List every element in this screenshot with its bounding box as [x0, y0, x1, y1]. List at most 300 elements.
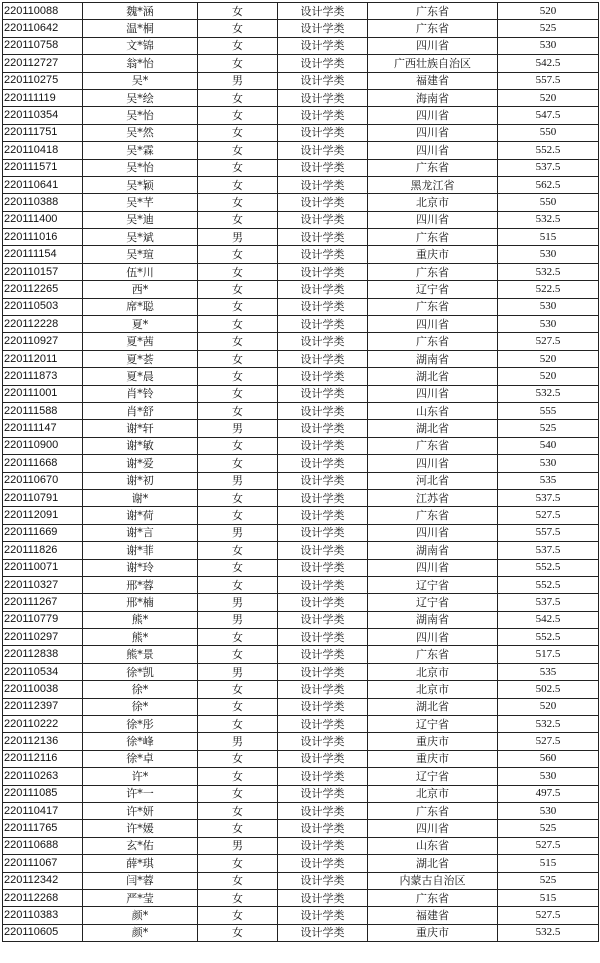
student-name-cell: 谢*菲	[83, 542, 198, 559]
student-id-cell: 220111765	[3, 820, 83, 837]
gender-cell: 女	[198, 333, 278, 350]
gender-cell: 女	[198, 298, 278, 315]
table-row	[3, 716, 599, 733]
student-id-cell: 220111085	[3, 785, 83, 802]
student-name-cell: 徐*	[83, 698, 198, 715]
student-id-cell: 220111588	[3, 402, 83, 419]
major-cell: 设计学类	[278, 37, 368, 54]
gender-cell: 女	[198, 107, 278, 124]
major-cell: 设计学类	[278, 55, 368, 72]
major-cell: 设计学类	[278, 420, 368, 437]
score-cell: 525	[498, 420, 599, 437]
major-cell: 设计学类	[278, 820, 368, 837]
table-row	[3, 89, 599, 106]
student-name-cell: 许*妍	[83, 802, 198, 819]
table-row	[3, 524, 599, 541]
table-row	[3, 107, 599, 124]
student-id-cell: 220110779	[3, 611, 83, 628]
score-cell: 542.5	[498, 55, 599, 72]
student-id-cell: 220110383	[3, 907, 83, 924]
student-id-cell: 220111873	[3, 368, 83, 385]
table-row	[3, 768, 599, 785]
score-cell: 552.5	[498, 576, 599, 593]
province-cell: 广东省	[368, 333, 498, 350]
table-row	[3, 889, 599, 906]
major-cell: 设计学类	[278, 663, 368, 680]
province-cell: 广东省	[368, 298, 498, 315]
province-cell: 重庆市	[368, 733, 498, 750]
gender-cell: 女	[198, 559, 278, 576]
major-cell: 设计学类	[278, 89, 368, 106]
major-cell: 设计学类	[278, 837, 368, 854]
gender-cell: 女	[198, 37, 278, 54]
major-cell: 设计学类	[278, 3, 368, 20]
gender-cell: 女	[198, 507, 278, 524]
gender-cell: 女	[198, 55, 278, 72]
gender-cell: 男	[198, 733, 278, 750]
major-cell: 设计学类	[278, 576, 368, 593]
score-cell: 502.5	[498, 681, 599, 698]
score-cell: 515	[498, 229, 599, 246]
table-row	[3, 176, 599, 193]
admission-list-table	[2, 2, 599, 942]
major-cell: 设计学类	[278, 298, 368, 315]
table-row	[3, 542, 599, 559]
table-row	[3, 489, 599, 506]
province-cell: 四川省	[368, 524, 498, 541]
score-cell: 515	[498, 855, 599, 872]
student-name-cell: 吴*怡	[83, 159, 198, 176]
student-name-cell: 熊*景	[83, 646, 198, 663]
gender-cell: 女	[198, 176, 278, 193]
major-cell: 设计学类	[278, 107, 368, 124]
major-cell: 设计学类	[278, 489, 368, 506]
gender-cell: 女	[198, 820, 278, 837]
score-cell: 557.5	[498, 72, 599, 89]
major-cell: 设计学类	[278, 646, 368, 663]
gender-cell: 男	[198, 229, 278, 246]
major-cell: 设计学类	[278, 263, 368, 280]
student-id-cell: 220112091	[3, 507, 83, 524]
score-cell: 527.5	[498, 837, 599, 854]
province-cell: 山东省	[368, 837, 498, 854]
student-id-cell: 220112116	[3, 750, 83, 767]
student-id-cell: 220110418	[3, 142, 83, 159]
score-cell: 530	[498, 37, 599, 54]
student-id-cell: 220111826	[3, 542, 83, 559]
province-cell: 广东省	[368, 889, 498, 906]
score-cell: 540	[498, 437, 599, 454]
student-name-cell: 吴*迪	[83, 211, 198, 228]
table-row	[3, 20, 599, 37]
student-id-cell: 220110088	[3, 3, 83, 20]
province-cell: 四川省	[368, 107, 498, 124]
table-row	[3, 785, 599, 802]
gender-cell: 男	[198, 420, 278, 437]
student-id-cell: 220110927	[3, 333, 83, 350]
table-row	[3, 194, 599, 211]
province-cell: 辽宁省	[368, 768, 498, 785]
province-cell: 四川省	[368, 142, 498, 159]
student-name-cell: 伍*川	[83, 263, 198, 280]
gender-cell: 女	[198, 785, 278, 802]
province-cell: 广西壮族自治区	[368, 55, 498, 72]
score-cell: 530	[498, 298, 599, 315]
table-row	[3, 3, 599, 20]
gender-cell: 女	[198, 281, 278, 298]
major-cell: 设计学类	[278, 350, 368, 367]
major-cell: 设计学类	[278, 802, 368, 819]
gender-cell: 女	[198, 3, 278, 20]
student-name-cell: 徐*卓	[83, 750, 198, 767]
score-cell: 560	[498, 750, 599, 767]
student-id-cell: 220111001	[3, 385, 83, 402]
province-cell: 山东省	[368, 402, 498, 419]
score-cell: 550	[498, 194, 599, 211]
province-cell: 辽宁省	[368, 576, 498, 593]
major-cell: 设计学类	[278, 176, 368, 193]
table-row	[3, 316, 599, 333]
student-name-cell: 徐*彤	[83, 716, 198, 733]
student-name-cell: 谢*	[83, 489, 198, 506]
score-cell: 517.5	[498, 646, 599, 663]
table-row	[3, 281, 599, 298]
student-id-cell: 220110642	[3, 20, 83, 37]
table-row	[3, 629, 599, 646]
major-cell: 设计学类	[278, 872, 368, 889]
score-cell: 525	[498, 20, 599, 37]
major-cell: 设计学类	[278, 142, 368, 159]
province-cell: 湖北省	[368, 368, 498, 385]
gender-cell: 女	[198, 385, 278, 402]
student-name-cell: 吴*绘	[83, 89, 198, 106]
table-row	[3, 37, 599, 54]
major-cell: 设计学类	[278, 472, 368, 489]
gender-cell: 女	[198, 89, 278, 106]
score-cell: 542.5	[498, 611, 599, 628]
student-id-cell: 220110327	[3, 576, 83, 593]
score-cell: 530	[498, 455, 599, 472]
gender-cell: 男	[198, 72, 278, 89]
score-cell: 530	[498, 246, 599, 263]
student-id-cell: 220111571	[3, 159, 83, 176]
major-cell: 设计学类	[278, 124, 368, 141]
score-cell: 515	[498, 889, 599, 906]
province-cell: 广东省	[368, 437, 498, 454]
province-cell: 黑龙江省	[368, 176, 498, 193]
table-row	[3, 750, 599, 767]
student-name-cell: 肖*铃	[83, 385, 198, 402]
gender-cell: 女	[198, 437, 278, 454]
gender-cell: 女	[198, 246, 278, 263]
score-cell: 535	[498, 663, 599, 680]
student-id-cell: 220112268	[3, 889, 83, 906]
major-cell: 设计学类	[278, 211, 368, 228]
table-row	[3, 437, 599, 454]
student-id-cell: 220112838	[3, 646, 83, 663]
student-name-cell: 邢*蓉	[83, 576, 198, 593]
student-name-cell: 熊*	[83, 611, 198, 628]
gender-cell: 男	[198, 663, 278, 680]
table-row	[3, 472, 599, 489]
score-cell: 537.5	[498, 159, 599, 176]
student-name-cell: 谢*爱	[83, 455, 198, 472]
score-cell: 532.5	[498, 385, 599, 402]
score-cell: 520	[498, 698, 599, 715]
province-cell: 湖南省	[368, 350, 498, 367]
student-name-cell: 吴*然	[83, 124, 198, 141]
score-cell: 547.5	[498, 107, 599, 124]
score-cell: 527.5	[498, 507, 599, 524]
student-id-cell: 220111119	[3, 89, 83, 106]
gender-cell: 女	[198, 750, 278, 767]
student-name-cell: 许*媛	[83, 820, 198, 837]
student-id-cell: 220112011	[3, 350, 83, 367]
gender-cell: 男	[198, 594, 278, 611]
province-cell: 江苏省	[368, 489, 498, 506]
student-name-cell: 吴*	[83, 72, 198, 89]
province-cell: 福建省	[368, 907, 498, 924]
province-cell: 四川省	[368, 559, 498, 576]
student-id-cell: 220110275	[3, 72, 83, 89]
gender-cell: 男	[198, 611, 278, 628]
major-cell: 设计学类	[278, 159, 368, 176]
major-cell: 设计学类	[278, 559, 368, 576]
student-name-cell: 夏*荟	[83, 350, 198, 367]
province-cell: 湖北省	[368, 855, 498, 872]
student-id-cell: 220110641	[3, 176, 83, 193]
major-cell: 设计学类	[278, 855, 368, 872]
gender-cell: 女	[198, 802, 278, 819]
province-cell: 辽宁省	[368, 594, 498, 611]
province-cell: 湖南省	[368, 542, 498, 559]
province-cell: 四川省	[368, 211, 498, 228]
province-cell: 广东省	[368, 646, 498, 663]
student-id-cell: 220112265	[3, 281, 83, 298]
gender-cell: 女	[198, 629, 278, 646]
major-cell: 设计学类	[278, 402, 368, 419]
student-name-cell: 许*	[83, 768, 198, 785]
table-row	[3, 594, 599, 611]
student-name-cell: 吴*怡	[83, 107, 198, 124]
province-cell: 北京市	[368, 785, 498, 802]
province-cell: 北京市	[368, 194, 498, 211]
major-cell: 设计学类	[278, 698, 368, 715]
gender-cell: 女	[198, 681, 278, 698]
gender-cell: 女	[198, 124, 278, 141]
gender-cell: 女	[198, 142, 278, 159]
student-name-cell: 谢*玲	[83, 559, 198, 576]
major-cell: 设计学类	[278, 246, 368, 263]
score-cell: 520	[498, 350, 599, 367]
gender-cell: 女	[198, 350, 278, 367]
major-cell: 设计学类	[278, 924, 368, 941]
student-name-cell: 闫*蓉	[83, 872, 198, 889]
table-row	[3, 872, 599, 889]
province-cell: 四川省	[368, 455, 498, 472]
gender-cell: 女	[198, 455, 278, 472]
major-cell: 设计学类	[278, 594, 368, 611]
table-row	[3, 646, 599, 663]
student-id-cell: 220110605	[3, 924, 83, 941]
major-cell: 设计学类	[278, 229, 368, 246]
student-id-cell: 220110263	[3, 768, 83, 785]
score-cell: 557.5	[498, 524, 599, 541]
major-cell: 设计学类	[278, 768, 368, 785]
score-cell: 522.5	[498, 281, 599, 298]
student-id-cell: 220111267	[3, 594, 83, 611]
major-cell: 设计学类	[278, 611, 368, 628]
province-cell: 福建省	[368, 72, 498, 89]
gender-cell: 女	[198, 924, 278, 941]
major-cell: 设计学类	[278, 889, 368, 906]
score-cell: 535	[498, 472, 599, 489]
table-body	[3, 3, 599, 942]
student-name-cell: 肖*舒	[83, 402, 198, 419]
student-name-cell: 夏*茜	[83, 333, 198, 350]
province-cell: 湖北省	[368, 698, 498, 715]
table-row	[3, 455, 599, 472]
student-name-cell: 夏*晨	[83, 368, 198, 385]
table-row	[3, 263, 599, 280]
student-name-cell: 席*聪	[83, 298, 198, 315]
province-cell: 四川省	[368, 316, 498, 333]
score-cell: 527.5	[498, 907, 599, 924]
score-cell: 537.5	[498, 542, 599, 559]
table-row	[3, 402, 599, 419]
gender-cell: 女	[198, 368, 278, 385]
score-cell: 532.5	[498, 924, 599, 941]
table-row	[3, 802, 599, 819]
score-cell: 530	[498, 768, 599, 785]
province-cell: 辽宁省	[368, 281, 498, 298]
province-cell: 湖南省	[368, 611, 498, 628]
student-name-cell: 玄*佑	[83, 837, 198, 854]
student-name-cell: 文*锦	[83, 37, 198, 54]
student-name-cell: 谢*轩	[83, 420, 198, 437]
major-cell: 设计学类	[278, 281, 368, 298]
student-name-cell: 翁*怡	[83, 55, 198, 72]
score-cell: 532.5	[498, 211, 599, 228]
score-cell: 552.5	[498, 559, 599, 576]
student-name-cell: 薛*琪	[83, 855, 198, 872]
score-cell: 520	[498, 368, 599, 385]
province-cell: 辽宁省	[368, 716, 498, 733]
gender-cell: 女	[198, 159, 278, 176]
province-cell: 重庆市	[368, 750, 498, 767]
province-cell: 广东省	[368, 802, 498, 819]
student-name-cell: 吴*颖	[83, 176, 198, 193]
student-id-cell: 220110071	[3, 559, 83, 576]
student-id-cell: 220112136	[3, 733, 83, 750]
gender-cell: 女	[198, 194, 278, 211]
province-cell: 广东省	[368, 507, 498, 524]
score-cell: 530	[498, 802, 599, 819]
student-name-cell: 夏*	[83, 316, 198, 333]
table-row	[3, 663, 599, 680]
gender-cell: 女	[198, 716, 278, 733]
major-cell: 设计学类	[278, 507, 368, 524]
major-cell: 设计学类	[278, 20, 368, 37]
gender-cell: 男	[198, 472, 278, 489]
student-id-cell: 220110688	[3, 837, 83, 854]
province-cell: 北京市	[368, 663, 498, 680]
table-row	[3, 211, 599, 228]
student-id-cell: 220112228	[3, 316, 83, 333]
score-cell: 497.5	[498, 785, 599, 802]
major-cell: 设计学类	[278, 542, 368, 559]
major-cell: 设计学类	[278, 681, 368, 698]
gender-cell: 女	[198, 20, 278, 37]
province-cell: 广东省	[368, 159, 498, 176]
gender-cell: 女	[198, 542, 278, 559]
score-cell: 562.5	[498, 176, 599, 193]
table-row	[3, 907, 599, 924]
student-id-cell: 220110297	[3, 629, 83, 646]
student-name-cell: 谢*言	[83, 524, 198, 541]
student-id-cell: 220110388	[3, 194, 83, 211]
student-name-cell: 吴*斌	[83, 229, 198, 246]
table-row	[3, 733, 599, 750]
table-row	[3, 72, 599, 89]
student-id-cell: 220110038	[3, 681, 83, 698]
student-id-cell: 220111154	[3, 246, 83, 263]
gender-cell: 女	[198, 263, 278, 280]
major-cell: 设计学类	[278, 194, 368, 211]
score-cell: 527.5	[498, 333, 599, 350]
gender-cell: 女	[198, 489, 278, 506]
gender-cell: 女	[198, 576, 278, 593]
table-row	[3, 333, 599, 350]
gender-cell: 女	[198, 698, 278, 715]
student-id-cell: 220110758	[3, 37, 83, 54]
student-name-cell: 温*桐	[83, 20, 198, 37]
score-cell: 537.5	[498, 594, 599, 611]
major-cell: 设计学类	[278, 455, 368, 472]
gender-cell: 男	[198, 524, 278, 541]
student-name-cell: 吴*芊	[83, 194, 198, 211]
score-cell: 520	[498, 3, 599, 20]
student-id-cell: 220111751	[3, 124, 83, 141]
student-id-cell: 220111147	[3, 420, 83, 437]
score-cell: 532.5	[498, 263, 599, 280]
province-cell: 重庆市	[368, 924, 498, 941]
major-cell: 设计学类	[278, 524, 368, 541]
student-name-cell: 严*莹	[83, 889, 198, 906]
table-row	[3, 142, 599, 159]
gender-cell: 男	[198, 837, 278, 854]
major-cell: 设计学类	[278, 733, 368, 750]
score-cell: 520	[498, 89, 599, 106]
score-cell: 537.5	[498, 489, 599, 506]
score-cell: 550	[498, 124, 599, 141]
province-cell: 四川省	[368, 629, 498, 646]
major-cell: 设计学类	[278, 629, 368, 646]
major-cell: 设计学类	[278, 72, 368, 89]
province-cell: 广东省	[368, 229, 498, 246]
score-cell: 532.5	[498, 716, 599, 733]
student-name-cell: 许*一	[83, 785, 198, 802]
student-name-cell: 颜*	[83, 907, 198, 924]
student-name-cell: 西*	[83, 281, 198, 298]
student-id-cell: 220110222	[3, 716, 83, 733]
province-cell: 四川省	[368, 37, 498, 54]
table-row	[3, 837, 599, 854]
major-cell: 设计学类	[278, 437, 368, 454]
student-name-cell: 熊*	[83, 629, 198, 646]
student-id-cell: 220110670	[3, 472, 83, 489]
province-cell: 北京市	[368, 681, 498, 698]
